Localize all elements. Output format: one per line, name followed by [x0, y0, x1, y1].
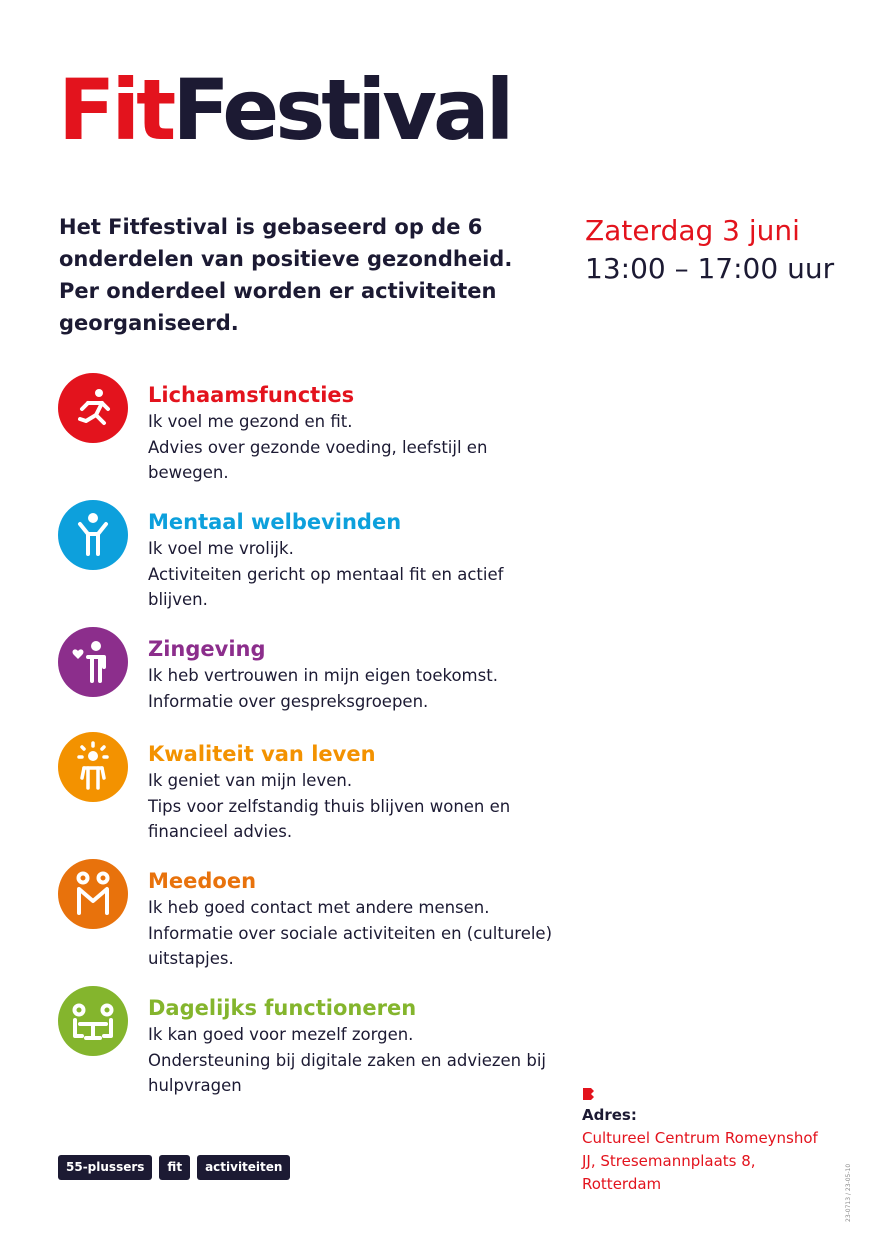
happy-person-icon [58, 500, 128, 570]
address-line: Cultureel Centrum Romeynshof [582, 1129, 818, 1147]
organization-logo-icon [582, 1086, 596, 1105]
tag: activiteiten [197, 1155, 290, 1180]
title-fit: Fit [58, 61, 173, 159]
person-sun-icon [58, 732, 128, 802]
section-title: Zingeving [148, 637, 266, 661]
section-title: Lichaamsfuncties [148, 383, 355, 407]
section-line: Ik heb vertrouwen in mijn eigen toekomst. [148, 666, 498, 685]
intro-text: Het Fitfestival is gebaseerd op de 6 onderdelen van positieve gezondheid. Per onderdeel worden er activiteiten georganiseerd. [59, 215, 513, 335]
section-title: Meedoen [148, 869, 257, 893]
person-heart-icon [58, 627, 128, 697]
section-line: Ondersteuning bij digitale zaken en adviezen bij hulpvragen [148, 1050, 546, 1095]
section-line: Ik kan goed voor mezelf zorgen. [148, 1025, 414, 1044]
section-title: Dagelijks functioneren [148, 996, 417, 1020]
tag: 55-plussers [58, 1155, 152, 1180]
event-date: Zaterdag 3 juni [585, 214, 800, 247]
section-line: Ik voel me vrolijk. [148, 539, 294, 558]
tag: fit [159, 1155, 190, 1180]
running-person-icon [58, 373, 128, 443]
section-line: Ik voel me gezond en fit. [148, 412, 353, 431]
two-people-icon [58, 859, 128, 929]
event-time: 13:00 – 17:00 uur [585, 252, 835, 285]
section-line: Ik heb goed contact met andere mensen. [148, 898, 490, 917]
document-code: 23-0713 / 23-05-10 [845, 1163, 852, 1222]
section-line: Tips voor zelfstandig thuis blijven wonen en financieel advies. [148, 796, 511, 841]
section-line: Informatie over gespreksgroepen. [148, 691, 429, 711]
section-title: Kwaliteit van leven [148, 742, 376, 766]
page-title [58, 61, 511, 159]
address-line: Rotterdam [582, 1175, 662, 1193]
section-line: Activiteiten gericht op mentaal fit en actief blijven. [148, 564, 504, 609]
event-datetime [585, 212, 834, 288]
address-line: JJ, Stresemannplaats 8, [582, 1152, 756, 1170]
address-block [582, 1104, 818, 1196]
section-line: Ik geniet van mijn leven. [148, 771, 353, 790]
section-title: Mentaal welbevinden [148, 510, 402, 534]
tag-list [58, 1155, 290, 1180]
title-festival: Festival [172, 61, 511, 159]
people-table-icon [58, 986, 128, 1056]
section-line: Informatie over sociale activiteiten en (culturele) uitstapjes. [148, 923, 553, 968]
section-line: Advies over gezonde voeding, leefstijl en bewegen. [148, 437, 488, 482]
address-label: Adres: [582, 1106, 637, 1124]
